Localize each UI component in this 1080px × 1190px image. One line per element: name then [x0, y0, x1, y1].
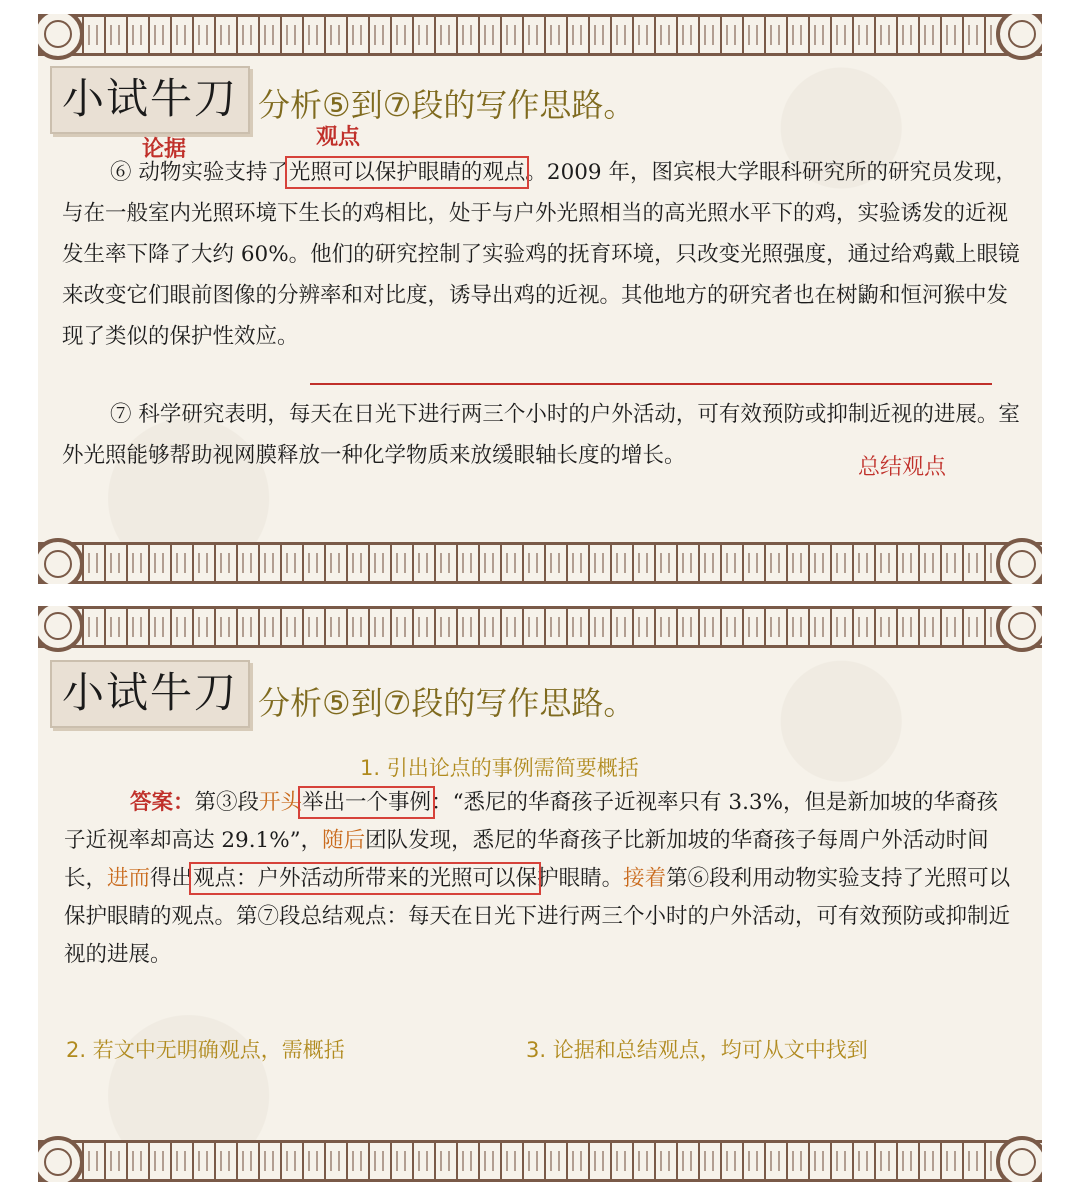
boxed-example: 举出一个事例: [302, 790, 432, 815]
paragraph-body: 科学研究表明，每天在日光下进行两三个小时的户外活动，可有效预防或抑制近视的进展。室外光照能够帮助视网膜释放一种化学物质来放缓眼轴长度的增长。: [62, 402, 1020, 468]
slide-2: [38, 606, 1042, 1182]
slide-title: 小试牛刀: [50, 66, 250, 134]
note-2: 2. 若文中无明确观点，需概括: [66, 1038, 345, 1062]
paragraph-number: ⑥: [110, 160, 132, 185]
annotation-underline: [310, 383, 992, 385]
note-1: 1. 引出论点的事例需简要概括: [360, 756, 639, 780]
answer-paragraph: [64, 784, 1014, 974]
corner-ornament-icon: [996, 1136, 1042, 1182]
keyword-further: 进而: [107, 866, 151, 891]
answer-text: 团队发现，悉尼的华裔孩子比新加坡的华裔孩子每周户外活动时间长，: [64, 828, 989, 891]
slide-subtitle: 分析⑤到⑦段的写作思路。: [258, 684, 636, 722]
paragraph-body: 。2009 年，图宾根大学眼科研究所的研究员发现，与在一般室内光照环境下生长的鸡相比，处于与户外光照相当的高光照水平下的鸡，实验诱发的近视发生率下降了大约 60%。他们的研究控制了实验鸡的抚育环境，只改变光照强度，通过给鸡戴上眼镜来改变它们眼前图像的分辨率和对比度，诱导出鸡的近视。其他地方的研究者也在树鼩和恒河猴中发现了类似的保护性效应。: [62, 160, 1020, 349]
boxed-viewpoint: 光照可以保护眼睛的观点: [288, 160, 526, 185]
answer-text: 第⑥段利用动物实验支持了光照可以保护眼睛的观点。第⑦段总结观点：每天在日光下进行两三个小时的户外活动，可有效预防或抑制近视的进展。: [64, 866, 1011, 967]
answer-text: ：“悉尼的华裔孩子近视率只有 3.3%，但是新加坡的华裔孩子近视率却高达 29.1%”，: [64, 790, 999, 853]
note-3: 3. 论据和总结观点，均可从文中找到: [526, 1038, 868, 1062]
paragraph-6: [62, 152, 1022, 357]
annotation-viewpoint: 观点: [316, 125, 361, 150]
keyword-then: 随后: [322, 828, 366, 853]
slide-1: [38, 14, 1042, 584]
decorative-border-top: [38, 14, 1042, 56]
answer-label: 答案：: [130, 790, 195, 815]
slide-subtitle: 分析⑤到⑦段的写作思路。: [258, 86, 636, 124]
slide-title: 小试牛刀: [50, 660, 250, 728]
decorative-border-bottom: [38, 1140, 1042, 1182]
paragraph-intro: 动物实验支持了: [138, 160, 289, 185]
paragraph-number: ⑦: [110, 402, 132, 427]
answer-text: 第③段: [194, 790, 260, 815]
annotation-evidence: 论据: [142, 137, 187, 162]
corner-ornament-icon: [996, 538, 1042, 584]
answer-text: 得出: [150, 866, 194, 891]
boxed-viewpoint: 观点：户外活动所带来的光照可以保: [193, 866, 538, 891]
answer-text: 护眼睛。: [537, 866, 624, 891]
annotation-summary: 总结观点: [858, 455, 947, 480]
keyword-start: 开头: [259, 790, 303, 815]
decorative-border-top: [38, 606, 1042, 648]
keyword-next: 接着: [623, 866, 667, 891]
decorative-border-bottom: [38, 542, 1042, 584]
